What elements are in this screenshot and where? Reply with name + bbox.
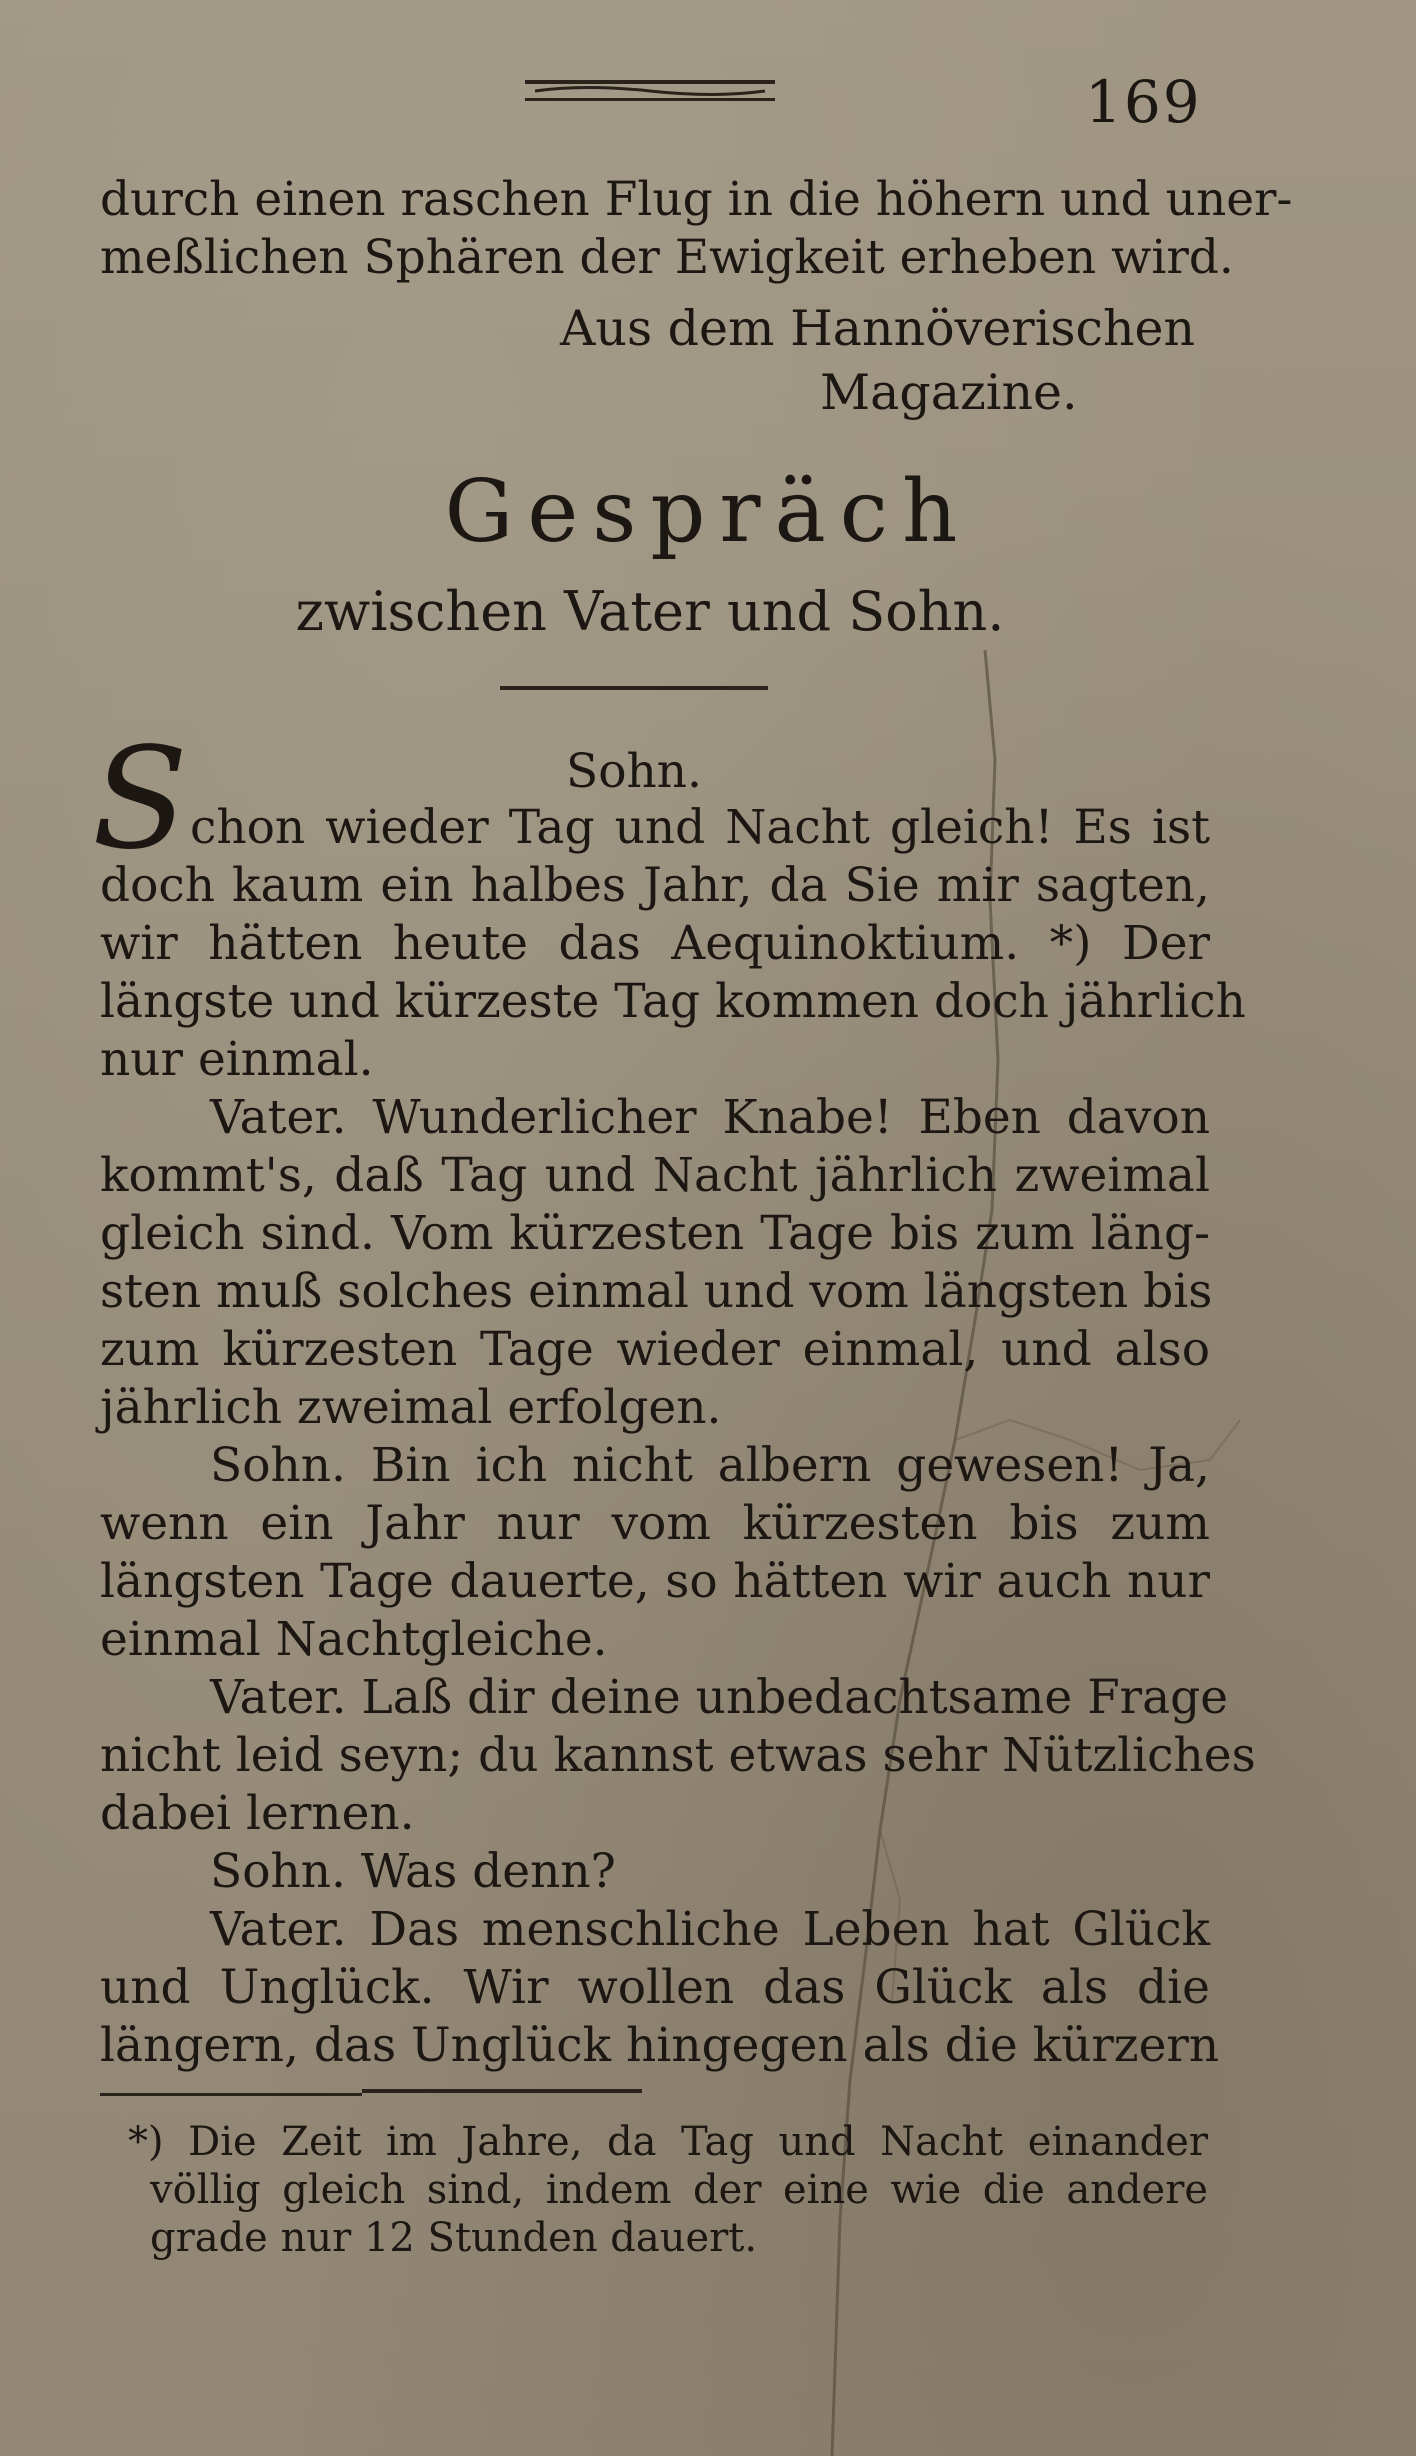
text-line: Sohn. Bin ich nicht albern gewesen! Ja, [210,1438,1210,1493]
text-line: nicht leid seyn; du kannst etwas sehr Nützliches [100,1728,1256,1783]
text-line: wenn ein Jahr nur vom kürzesten bis zum [100,1496,1210,1551]
text-line: zum kürzesten Tage wieder einmal, und also [100,1322,1210,1377]
text-line: längsten Tage dauerte, so hätten wir auch nur [100,1554,1210,1609]
footnote-line: grade nur 12 Stunden dauert. [150,2215,758,2261]
text-line: dabei lernen. [100,1786,415,1841]
text-line: jährlich zweimal erfolgen. [100,1380,722,1435]
text-line: wir hätten heute das Aequinoktium. *) Der [100,916,1210,971]
text-line: Vater. Laß dir deine unbedachtsame Frage [210,1670,1229,1725]
text-line: gleich sind. Vom kürzesten Tage bis zum läng- [100,1206,1210,1261]
source-line: Aus dem Hannöverischen [560,300,1196,357]
footnote-line: völlig gleich sind, indem der eine wie die andere [150,2167,1208,2213]
text-line: kommt's, daß Tag und Nacht jährlich zweimal [100,1148,1210,1203]
text-line: und Unglück. Wir wollen das Glück als die [100,1960,1210,2015]
speaker-label: Sohn. [566,744,702,799]
header-ornament [525,76,775,106]
text-line: sten muß solches einmal und vom längsten bis [100,1264,1213,1319]
text-line: Sohn. Was denn? [210,1844,616,1899]
source-line: Magazine. [820,364,1078,421]
text-line: Vater. Das menschliche Leben hat Glück [210,1902,1210,1957]
footnote-rule [362,2089,642,2093]
title-rule [500,686,768,690]
drop-cap: S [92,718,188,881]
footnote-rule [100,2093,362,2096]
page-number: 169 [1085,68,1202,136]
text-line: durch einen raschen Flug in die höhern und uner- [100,172,1293,227]
article-title: Gespräch [444,462,972,562]
text-line: nur einmal. [100,1032,374,1087]
text-line: Vater. Wunderlicher Knabe! Eben davon [210,1090,1210,1145]
text-line: längste und kürzeste Tag kommen doch jährlich [100,974,1246,1029]
text-line: einmal Nachtgleiche. [100,1612,608,1667]
text-line: doch kaum ein halbes Jahr, da Sie mir sagten, [100,858,1210,913]
text-line: meßlichen Sphären der Ewigkeit erheben wird. [100,230,1234,285]
text-line: chon wieder Tag und Nacht gleich! Es ist [190,800,1210,855]
article-subtitle: zwischen Vater und Sohn. [295,580,1005,643]
text-line: längern, das Unglück hingegen als die kürzern [100,2018,1220,2073]
footnote-line: *) Die Zeit im Jahre, da Tag und Nacht einander [128,2119,1208,2165]
